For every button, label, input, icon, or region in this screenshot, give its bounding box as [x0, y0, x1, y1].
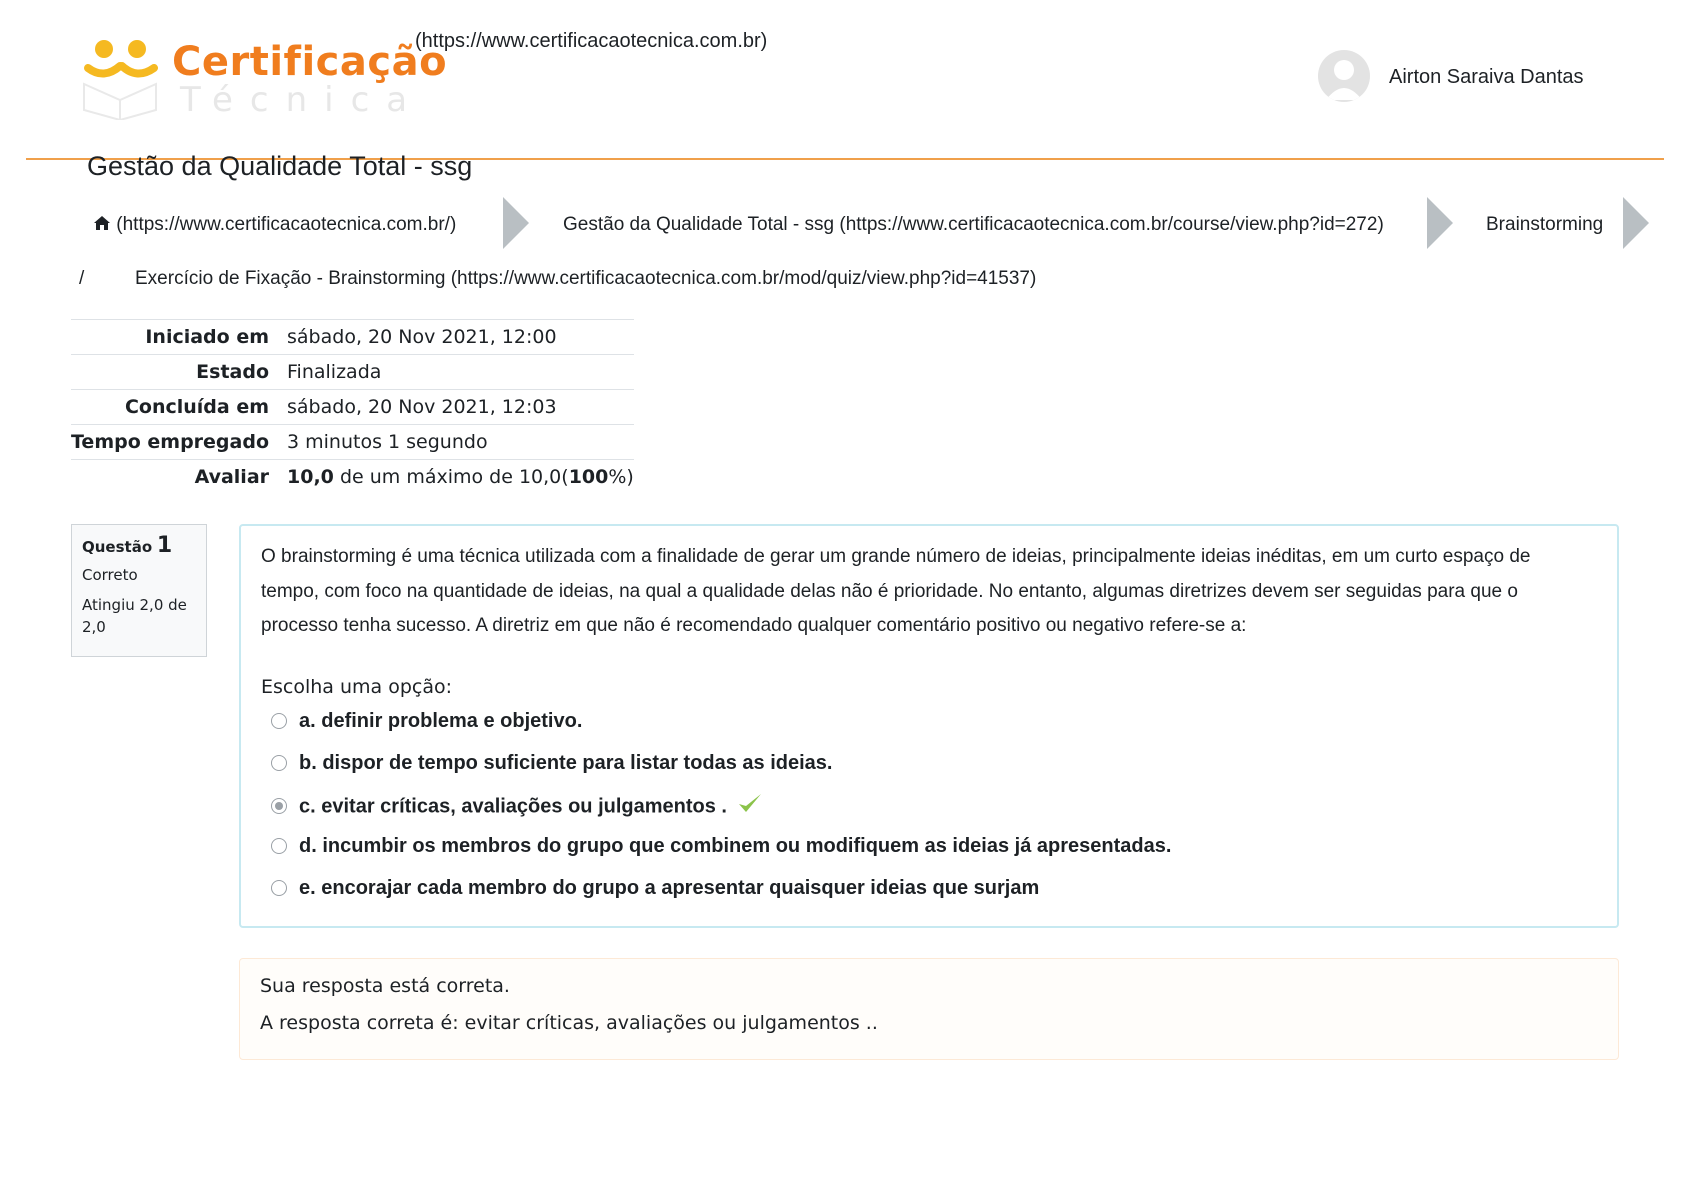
summary-row — [71, 355, 634, 390]
summary-value: 3 minutos 1 segundo — [287, 431, 488, 453]
option-label: b. dispor de tempo suficiente para listar todas as ideias. — [299, 752, 833, 774]
radio-button[interactable] — [271, 755, 287, 771]
summary-row — [71, 460, 634, 495]
breadcrumb-section[interactable]: Brainstorming — [1486, 214, 1604, 235]
breadcrumb-quiz[interactable]: Exercício de Fixação - Brainstorming (https://www.certificacaotecnica.com.br/mod/quiz/view.php?id=41537) — [135, 268, 1037, 289]
question-state: Correto — [82, 566, 138, 584]
summary-label: Estado — [196, 361, 270, 383]
home-icon — [93, 214, 116, 235]
answer-option-e[interactable] — [271, 874, 1039, 902]
question-number — [82, 535, 196, 558]
answer-option-d[interactable] — [271, 832, 1171, 860]
radio-button[interactable] — [271, 713, 287, 729]
user-avatar[interactable] — [1318, 50, 1370, 102]
grade-value: 10,0 — [287, 466, 334, 489]
option-label: c. evitar críticas, avaliações ou julgamentos . — [299, 795, 727, 818]
summary-label: Concluída em — [124, 396, 270, 418]
summary-row — [71, 320, 634, 355]
question-text: O brainstorming é uma técnica utilizada com a finalidade de gerar um grande número de ideias, principalmente ideias inéditas, em um curto espaço de tempo, com foco na quantidade de ideias, na qual a qualidade delas não é prioridade. No entanto, algumas diretrizes devem ser seguidas para que o processo tenha sucesso. A diretriz em que não é recomendado qualquer comentário positivo ou negativo refere-se a: — [261, 546, 1531, 636]
breadcrumb-slash: / — [79, 268, 85, 289]
grade-percent: 100 — [568, 466, 609, 489]
grade-label: Avaliar — [194, 466, 270, 489]
check-icon — [737, 791, 763, 823]
answer-option-b[interactable] — [271, 749, 833, 777]
option-label: e. encorajar cada membro do grupo a apresentar quaisquer ideias que surjam — [299, 877, 1040, 899]
radio-button[interactable] — [271, 838, 287, 854]
question-label: Questão — [82, 538, 153, 556]
question-formulation — [239, 524, 1619, 928]
avatar-silhouette-icon — [1318, 50, 1370, 102]
logo-main-text: Certificação — [172, 39, 448, 85]
grade-mid: de um máximo de 10,0( — [333, 466, 569, 489]
grade-value-cell — [287, 460, 634, 495]
answer-option-c[interactable] — [271, 791, 763, 823]
breadcrumb-separator-icon — [1623, 197, 1649, 249]
summary-label: Tempo empregado — [71, 431, 270, 453]
breadcrumb-course[interactable]: Gestão da Qualidade Total - ssg (https://www.certificacaotecnica.com.br/course/view.php?id=272) — [563, 214, 1384, 235]
feedback-result: Sua resposta está correta. — [260, 975, 510, 997]
feedback-right-answer: A resposta correta é: evitar críticas, avaliações ou julgamentos .. — [260, 1012, 878, 1034]
grade-end: %) — [608, 466, 634, 489]
attempt-summary-table — [71, 319, 634, 495]
question-grade: Atingiu 2,0 de 2,0 — [82, 596, 187, 636]
course-title: Gestão da Qualidade Total - ssg — [87, 151, 473, 181]
summary-row — [71, 425, 634, 460]
breadcrumb-separator-icon — [503, 197, 529, 249]
summary-label: Iniciado em — [145, 326, 270, 348]
breadcrumb-separator-icon — [1427, 197, 1453, 249]
answer-option-a[interactable] — [271, 707, 582, 735]
summary-value: Finalizada — [287, 361, 382, 383]
question-number-value: 1 — [156, 533, 173, 558]
question-feedback — [239, 958, 1619, 1060]
radio-button-selected[interactable] — [271, 798, 287, 814]
logo-sub-text: Técnica — [180, 80, 425, 120]
summary-value: sábado, 20 Nov 2021, 12:00 — [287, 326, 557, 348]
option-label: a. definir problema e objetivo. — [299, 710, 583, 732]
answer-prompt: Escolha uma opção: — [261, 676, 453, 698]
breadcrumb-home[interactable] — [93, 212, 456, 238]
question-info — [71, 524, 207, 657]
summary-row — [71, 390, 634, 425]
radio-button[interactable] — [271, 880, 287, 896]
breadcrumb-home-label: (https://www.certificacaotecnica.com.br/) — [116, 214, 457, 235]
summary-value: sábado, 20 Nov 2021, 12:03 — [287, 396, 557, 418]
site-url-link[interactable]: (https://www.certificacaotecnica.com.br) — [415, 30, 768, 52]
user-name[interactable]: Airton Saraiva Dantas — [1389, 66, 1584, 88]
logo-people-icon — [82, 36, 177, 120]
option-label: d. incumbir os membros do grupo que combinem ou modifiquem as ideias já apresentadas. — [299, 835, 1172, 857]
